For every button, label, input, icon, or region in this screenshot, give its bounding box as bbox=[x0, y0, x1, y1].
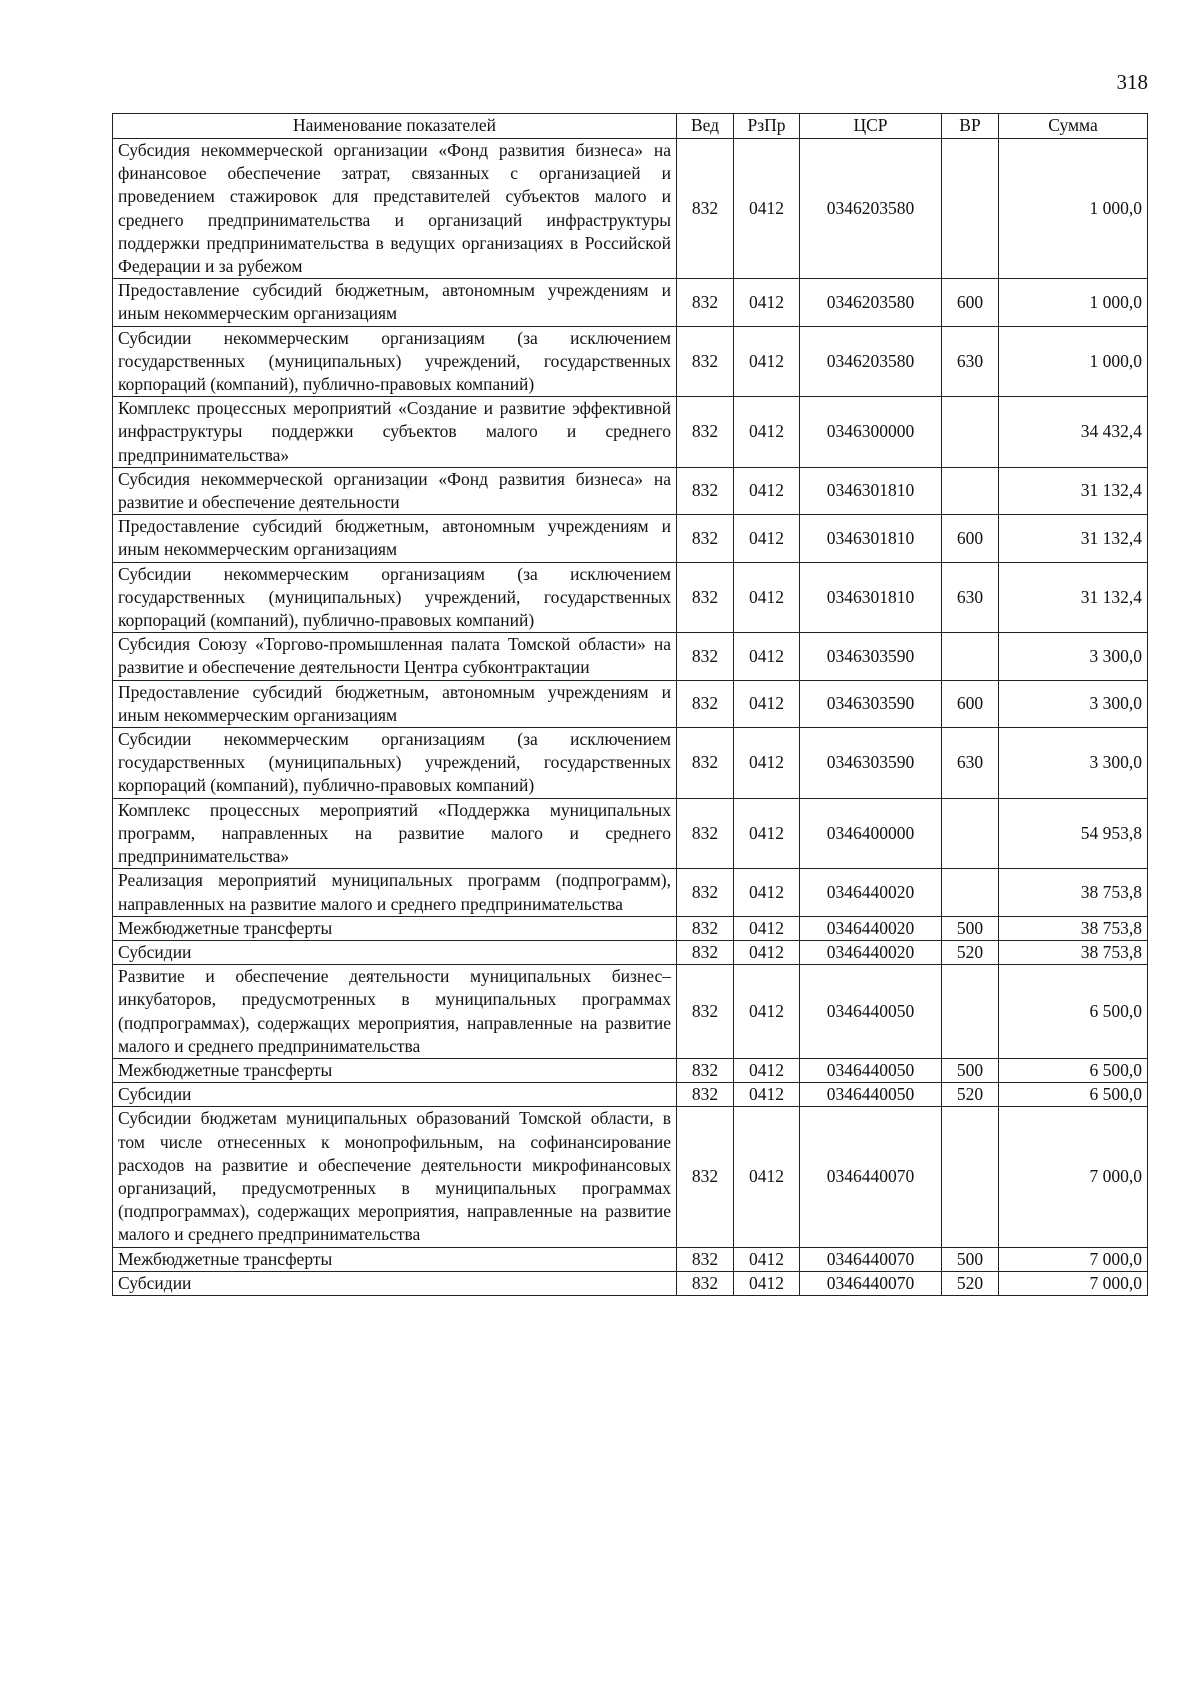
row-rzpr-cell: 0412 bbox=[734, 562, 800, 633]
row-ved-cell: 832 bbox=[677, 467, 734, 514]
table-row bbox=[113, 1083, 1148, 1107]
row-csr-cell: 0346301810 bbox=[800, 562, 942, 633]
row-csr-cell: 0346300000 bbox=[800, 397, 942, 468]
row-vr-cell bbox=[942, 965, 999, 1059]
table-row bbox=[113, 397, 1148, 468]
row-vr-cell bbox=[942, 397, 999, 468]
row-name-cell: Субсидии некоммерческим организациям (за исключением государственных (муниципальных) учреждений, государственных корпораций (компаний), публично-правовых компаний) bbox=[113, 326, 677, 397]
table-row bbox=[113, 1058, 1148, 1082]
table-row bbox=[113, 1271, 1148, 1295]
row-name-cell: Реализация мероприятий муниципальных программ (подпрограмм), направленных на развитие малого и среднего предпринимательства bbox=[113, 869, 677, 916]
row-vr-cell: 520 bbox=[942, 1083, 999, 1107]
row-csr-cell: 0346440050 bbox=[800, 1083, 942, 1107]
row-name-cell: Субсидии bbox=[113, 940, 677, 964]
row-name-cell: Субсидии некоммерческим организациям (за исключением государственных (муниципальных) учреждений, государственных корпораций (компаний), публично-правовых компаний) bbox=[113, 562, 677, 633]
row-ved-cell: 832 bbox=[677, 139, 734, 279]
row-csr-cell: 0346203580 bbox=[800, 279, 942, 326]
row-ved-cell: 832 bbox=[677, 515, 734, 562]
row-ved-cell: 832 bbox=[677, 562, 734, 633]
row-rzpr-cell: 0412 bbox=[734, 515, 800, 562]
row-rzpr-cell: 0412 bbox=[734, 728, 800, 799]
row-name-cell: Предоставление субсидий бюджетным, автономным учреждениям и иным некоммерческим организациям bbox=[113, 680, 677, 727]
row-rzpr-cell: 0412 bbox=[734, 1083, 800, 1107]
row-csr-cell: 0346440070 bbox=[800, 1247, 942, 1271]
row-csr-cell: 0346303590 bbox=[800, 728, 942, 799]
row-vr-cell: 630 bbox=[942, 326, 999, 397]
header-ved: Вед bbox=[677, 114, 734, 139]
row-vr-cell: 500 bbox=[942, 916, 999, 940]
row-rzpr-cell: 0412 bbox=[734, 798, 800, 869]
row-vr-cell bbox=[942, 467, 999, 514]
row-name-cell: Субсидия некоммерческой организации «Фонд развития бизнеса» на развитие и обеспечение деятельности bbox=[113, 467, 677, 514]
row-ved-cell: 832 bbox=[677, 279, 734, 326]
row-sum-cell: 3 300,0 bbox=[999, 728, 1148, 799]
table-row bbox=[113, 279, 1148, 326]
row-ved-cell: 832 bbox=[677, 1058, 734, 1082]
row-rzpr-cell: 0412 bbox=[734, 869, 800, 916]
table-row bbox=[113, 680, 1148, 727]
row-ved-cell: 832 bbox=[677, 798, 734, 869]
row-ved-cell: 832 bbox=[677, 326, 734, 397]
row-csr-cell: 0346203580 bbox=[800, 326, 942, 397]
row-vr-cell bbox=[942, 869, 999, 916]
row-sum-cell: 31 132,4 bbox=[999, 515, 1148, 562]
row-vr-cell bbox=[942, 633, 999, 680]
row-rzpr-cell: 0412 bbox=[734, 940, 800, 964]
row-ved-cell: 832 bbox=[677, 940, 734, 964]
row-sum-cell: 6 500,0 bbox=[999, 965, 1148, 1059]
row-csr-cell: 0346303590 bbox=[800, 680, 942, 727]
row-sum-cell: 38 753,8 bbox=[999, 916, 1148, 940]
row-sum-cell: 54 953,8 bbox=[999, 798, 1148, 869]
row-name-cell: Предоставление субсидий бюджетным, автономным учреждениям и иным некоммерческим организациям bbox=[113, 279, 677, 326]
row-vr-cell bbox=[942, 798, 999, 869]
table-row bbox=[113, 728, 1148, 799]
row-ved-cell: 832 bbox=[677, 728, 734, 799]
row-name-cell: Субсидии bbox=[113, 1271, 677, 1295]
row-csr-cell: 0346440050 bbox=[800, 965, 942, 1059]
header-rzpr: РзПр bbox=[734, 114, 800, 139]
table-row bbox=[113, 326, 1148, 397]
row-ved-cell: 832 bbox=[677, 1271, 734, 1295]
row-rzpr-cell: 0412 bbox=[734, 397, 800, 468]
row-rzpr-cell: 0412 bbox=[734, 633, 800, 680]
row-vr-cell: 500 bbox=[942, 1247, 999, 1271]
row-ved-cell: 832 bbox=[677, 633, 734, 680]
table-body bbox=[113, 139, 1148, 1296]
table-row bbox=[113, 965, 1148, 1059]
row-vr-cell: 630 bbox=[942, 562, 999, 633]
row-vr-cell: 500 bbox=[942, 1058, 999, 1082]
page-number: 318 bbox=[1116, 70, 1148, 94]
row-csr-cell: 0346440020 bbox=[800, 916, 942, 940]
row-csr-cell: 0346303590 bbox=[800, 633, 942, 680]
row-name-cell: Межбюджетные трансферты bbox=[113, 1058, 677, 1082]
row-vr-cell: 520 bbox=[942, 1271, 999, 1295]
row-vr-cell: 600 bbox=[942, 279, 999, 326]
row-sum-cell: 3 300,0 bbox=[999, 633, 1148, 680]
row-csr-cell: 0346440070 bbox=[800, 1271, 942, 1295]
row-sum-cell: 1 000,0 bbox=[999, 279, 1148, 326]
row-csr-cell: 0346400000 bbox=[800, 798, 942, 869]
row-csr-cell: 0346440020 bbox=[800, 869, 942, 916]
row-sum-cell: 31 132,4 bbox=[999, 562, 1148, 633]
row-name-cell: Комплекс процессных мероприятий «Создание и развитие эффективной инфраструктуры поддержки субъектов малого и среднего предпринимательства» bbox=[113, 397, 677, 468]
row-sum-cell: 7 000,0 bbox=[999, 1247, 1148, 1271]
table-row bbox=[113, 515, 1148, 562]
row-sum-cell: 1 000,0 bbox=[999, 326, 1148, 397]
row-sum-cell: 7 000,0 bbox=[999, 1271, 1148, 1295]
table-row bbox=[113, 467, 1148, 514]
row-csr-cell: 0346440070 bbox=[800, 1107, 942, 1247]
row-name-cell: Межбюджетные трансферты bbox=[113, 916, 677, 940]
header-vr: ВР bbox=[942, 114, 999, 139]
row-sum-cell: 38 753,8 bbox=[999, 940, 1148, 964]
row-name-cell: Предоставление субсидий бюджетным, автономным учреждениям и иным некоммерческим организациям bbox=[113, 515, 677, 562]
row-csr-cell: 0346203580 bbox=[800, 139, 942, 279]
row-name-cell: Межбюджетные трансферты bbox=[113, 1247, 677, 1271]
row-ved-cell: 832 bbox=[677, 1247, 734, 1271]
table-row bbox=[113, 869, 1148, 916]
row-csr-cell: 0346301810 bbox=[800, 467, 942, 514]
row-name-cell: Комплекс процессных мероприятий «Поддержка муниципальных программ, направленных на развитие малого и среднего предпринимательства» bbox=[113, 798, 677, 869]
row-rzpr-cell: 0412 bbox=[734, 1058, 800, 1082]
row-sum-cell: 6 500,0 bbox=[999, 1083, 1148, 1107]
row-ved-cell: 832 bbox=[677, 397, 734, 468]
budget-table bbox=[112, 113, 1148, 1296]
row-vr-cell: 600 bbox=[942, 515, 999, 562]
row-rzpr-cell: 0412 bbox=[734, 1271, 800, 1295]
row-rzpr-cell: 0412 bbox=[734, 326, 800, 397]
header-sum: Сумма bbox=[999, 114, 1148, 139]
row-name-cell: Субсидия некоммерческой организации «Фонд развития бизнеса» на финансовое обеспечение затрат, связанных с организацией и проведением стажировок для представителей субъектов малого и среднего предпринимательства и организаций инфраструктуры поддержки предпринимательства в ведущих организациях в Российской Федерации и за рубежом bbox=[113, 139, 677, 279]
row-vr-cell: 520 bbox=[942, 940, 999, 964]
row-vr-cell: 630 bbox=[942, 728, 999, 799]
row-sum-cell: 1 000,0 bbox=[999, 139, 1148, 279]
row-sum-cell: 34 432,4 bbox=[999, 397, 1148, 468]
row-csr-cell: 0346440050 bbox=[800, 1058, 942, 1082]
row-rzpr-cell: 0412 bbox=[734, 916, 800, 940]
row-rzpr-cell: 0412 bbox=[734, 279, 800, 326]
row-rzpr-cell: 0412 bbox=[734, 467, 800, 514]
row-vr-cell bbox=[942, 1107, 999, 1247]
row-name-cell: Развитие и обеспечение деятельности муниципальных бизнес–инкубаторов, предусмотренных в муниципальных программах (подпрограммах), содержащих мероприятия, направленные на развитие малого и среднего предпринимательства bbox=[113, 965, 677, 1059]
row-csr-cell: 0346440020 bbox=[800, 940, 942, 964]
table-row bbox=[113, 139, 1148, 279]
row-name-cell: Субсидия Союзу «Торгово-промышленная палата Томской области» на развитие и обеспечение деятельности Центра субконтрактации bbox=[113, 633, 677, 680]
row-ved-cell: 832 bbox=[677, 916, 734, 940]
row-name-cell: Субсидии bbox=[113, 1083, 677, 1107]
row-name-cell: Субсидии бюджетам муниципальных образований Томской области, в том числе отнесенных к монопрофильным, на софинансирование расходов на развитие и обеспечение деятельности микрофинансовых организаций, предусмотренных в муниципальных программах (подпрограммах), содержащих мероприятия, направленные на развитие малого и среднего предпринимательства bbox=[113, 1107, 677, 1247]
table-row bbox=[113, 798, 1148, 869]
row-rzpr-cell: 0412 bbox=[734, 680, 800, 727]
row-ved-cell: 832 bbox=[677, 1107, 734, 1247]
header-name: Наименование показателей bbox=[113, 114, 677, 139]
row-sum-cell: 6 500,0 bbox=[999, 1058, 1148, 1082]
row-sum-cell: 3 300,0 bbox=[999, 680, 1148, 727]
row-rzpr-cell: 0412 bbox=[734, 1107, 800, 1247]
row-name-cell: Субсидии некоммерческим организациям (за исключением государственных (муниципальных) учреждений, государственных корпораций (компаний), публично-правовых компаний) bbox=[113, 728, 677, 799]
table-header bbox=[113, 114, 1148, 139]
table-row bbox=[113, 940, 1148, 964]
row-sum-cell: 31 132,4 bbox=[999, 467, 1148, 514]
row-vr-cell: 600 bbox=[942, 680, 999, 727]
row-ved-cell: 832 bbox=[677, 1083, 734, 1107]
table-row bbox=[113, 1247, 1148, 1271]
table-row bbox=[113, 633, 1148, 680]
row-sum-cell: 38 753,8 bbox=[999, 869, 1148, 916]
row-ved-cell: 832 bbox=[677, 965, 734, 1059]
row-rzpr-cell: 0412 bbox=[734, 965, 800, 1059]
row-rzpr-cell: 0412 bbox=[734, 1247, 800, 1271]
header-csr: ЦСР bbox=[800, 114, 942, 139]
row-ved-cell: 832 bbox=[677, 869, 734, 916]
table-row bbox=[113, 916, 1148, 940]
row-rzpr-cell: 0412 bbox=[734, 139, 800, 279]
row-csr-cell: 0346301810 bbox=[800, 515, 942, 562]
row-ved-cell: 832 bbox=[677, 680, 734, 727]
row-sum-cell: 7 000,0 bbox=[999, 1107, 1148, 1247]
table-row bbox=[113, 1107, 1148, 1247]
row-vr-cell bbox=[942, 139, 999, 279]
table-row bbox=[113, 562, 1148, 633]
